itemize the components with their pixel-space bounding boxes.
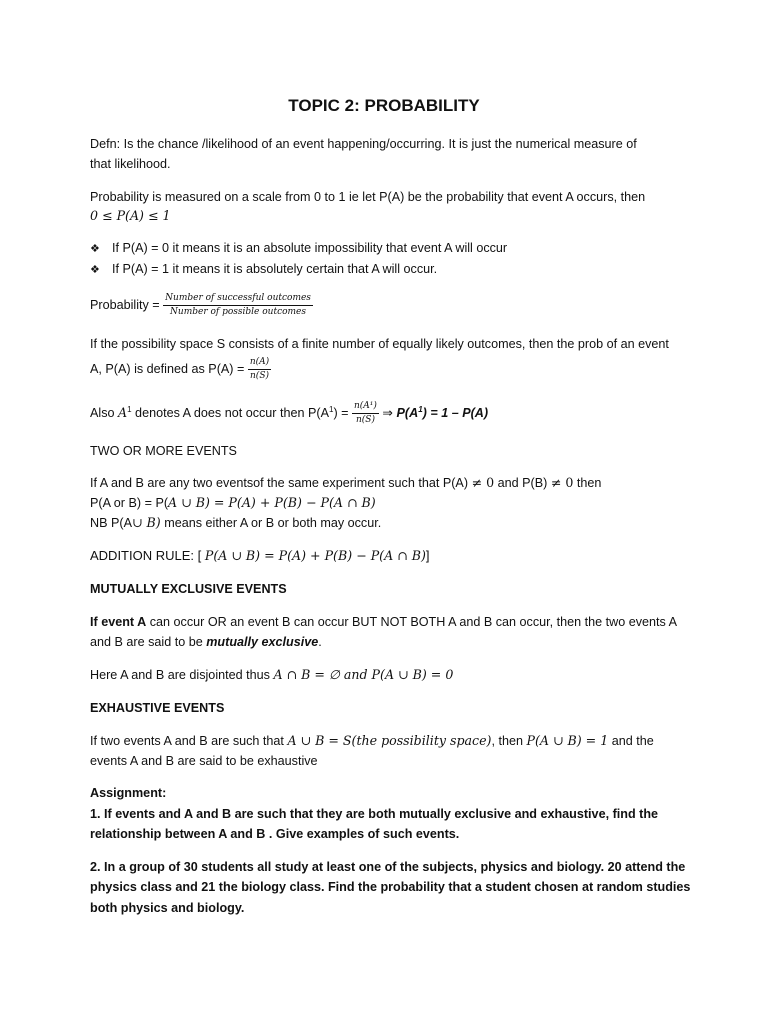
fraction-bar [163, 305, 313, 306]
period: . [318, 635, 322, 649]
two-events-heading: TWO OR MORE EVENTS [90, 444, 237, 458]
disjoint-text: Here A and B are disjointed thus [90, 668, 274, 682]
complement-result-pre: P(A [396, 406, 419, 421]
assignment-q2-line-3: both physics and biology. [90, 901, 245, 915]
possibility-space-line-1: If the possibility space S consists of a finite number of equally likely outcomes, then the prob of an event [90, 337, 669, 351]
assignment-heading: Assignment: [90, 786, 167, 800]
complement-sup: 1 [127, 405, 132, 414]
two-events-text: If A and B are any two eventsof the same experiment such that P(A) [90, 476, 472, 490]
complement-result-sup: 1 [418, 405, 423, 414]
exhaustive-line-1 [90, 733, 654, 749]
two-events-line-3 [90, 515, 381, 531]
page-title: TOPIC 2: PROBABILITY [288, 96, 480, 115]
exhaustive-math-1: A ∪ B = S(the possibility space) [287, 733, 492, 748]
fraction-denominator: n(S) [355, 415, 375, 426]
assignment-q1-line-1: 1. If events and A and B are such that they are both mutually exclusive and exhaustive, find the [90, 807, 659, 821]
mutually-exclusive-line-1 [90, 614, 677, 630]
fraction-numerator: Number of successful outcomes [165, 293, 311, 304]
possibility-text: A, P(A) is defined as P(A) = [90, 362, 248, 376]
assignment-q2-line-2: physics class and 21 the biology class. Find the probability that a student chosen at random studies [90, 880, 691, 894]
bullet-item [90, 240, 507, 257]
implies-arrow-icon: ⇒ [378, 406, 397, 421]
mutually-exclusive-line-2 [90, 634, 322, 650]
complement-middle-end: ) = [333, 406, 352, 421]
complement-symbol: A [118, 405, 128, 421]
definition-line-2: that likelihood. [90, 157, 171, 171]
assignment-q2-line-1: 2. In a group of 30 students all study at least one of the subjects, physics and biology. 20 attend the [90, 860, 686, 874]
two-events-text: then [573, 476, 602, 490]
probability-formula [90, 292, 313, 318]
exhaustive-math-2: P(A ∪ B) = 1 [526, 733, 609, 748]
fraction-numerator: n(A¹) [354, 401, 377, 412]
nb-text: means either A or B or both may occur. [160, 516, 382, 530]
formula-fraction [163, 293, 313, 318]
diamond-bullet-icon: ❖ [90, 243, 100, 255]
exhaustive-text: If two events A and B are such that [90, 734, 288, 748]
mutually-exclusive-text: can occur OR an event B can occur BUT NOT BOTH A and B can occur, then the two events A [146, 615, 678, 629]
disjoint-line [90, 667, 453, 683]
exhaustive-text: , then [491, 734, 527, 748]
two-events-text: and P(B) [494, 476, 551, 490]
complement-prefix: Also [90, 406, 118, 421]
nb-text: NB P(A [90, 516, 132, 530]
bullet-text: If P(A) = 1 it means it is absolutely certain that A will occur. [112, 262, 438, 276]
two-events-line-2 [90, 495, 376, 511]
complement-fraction [352, 401, 379, 426]
inequality-math: 0 ≤ P(A) ≤ 1 [90, 208, 171, 223]
fraction-denominator: Number of possible outcomes [170, 307, 307, 318]
assignment-q1-line-2: relationship between A and B . Give examples of such events. [90, 827, 460, 841]
definition-line-1: Defn: Is the chance /likelihood of an event happening/occurring. It is just the numerical measure of [90, 137, 637, 151]
event-a-bold: If event A [90, 615, 147, 629]
mutually-exclusive-text: and B are said to be [90, 635, 207, 649]
fraction-denominator: n(S) [250, 371, 269, 382]
bullet-text: If P(A) = 0 it means it is an absolute impossibility that event A will occur [112, 241, 508, 255]
exhaustive-heading: EXHAUSTIVE EVENTS [90, 701, 225, 715]
scale-line: Probability is measured on a scale from 0 to 1 ie let P(A) be the probability that event A occurs, then [90, 190, 646, 204]
two-events-line-1 [90, 475, 601, 491]
scale-inequality [90, 208, 171, 224]
fraction-numerator: n(A) [249, 357, 270, 368]
possibility-space-line-2 [90, 356, 271, 382]
addition-rule-label: ADDITION RULE: [ [90, 548, 205, 563]
addition-rule [90, 548, 430, 564]
neq-math: ≠ 0 [471, 475, 495, 490]
neq-math: ≠ 0 [550, 475, 574, 490]
complement-line [90, 397, 488, 426]
exhaustive-text: and the [608, 734, 654, 748]
diamond-bullet-icon: ❖ [90, 264, 100, 276]
addition-rule-math: P(A ∪ B) = P(A) + P(B) − P(A ∩ B) [204, 548, 426, 563]
union-formula-math: A ∪ B) = P(A) + P(B) − P(A ∩ B) [168, 495, 376, 510]
complement-middle: denotes A does not occur then P(A [131, 406, 329, 421]
disjoint-math: A ∩ B = ∅ and P(A ∪ B) = 0 [273, 667, 454, 682]
complement-middle-sup: 1 [329, 405, 334, 414]
mutually-exclusive-term: mutually exclusive [206, 635, 319, 649]
mutually-exclusive-heading: MUTUALLY EXCLUSIVE EVENTS [90, 582, 287, 596]
complement-result-post: ) = 1 – P(A) [422, 406, 489, 421]
nb-math: ∪ B) [132, 515, 161, 530]
pa-fraction [248, 357, 271, 382]
exhaustive-line-2: events A and B are said to be exhaustive [90, 754, 318, 768]
bullet-item [90, 261, 437, 278]
two-events-text: P(A or B) = P( [90, 496, 169, 510]
formula-label: Probability = [90, 298, 164, 312]
addition-rule-close: ] [425, 548, 430, 563]
